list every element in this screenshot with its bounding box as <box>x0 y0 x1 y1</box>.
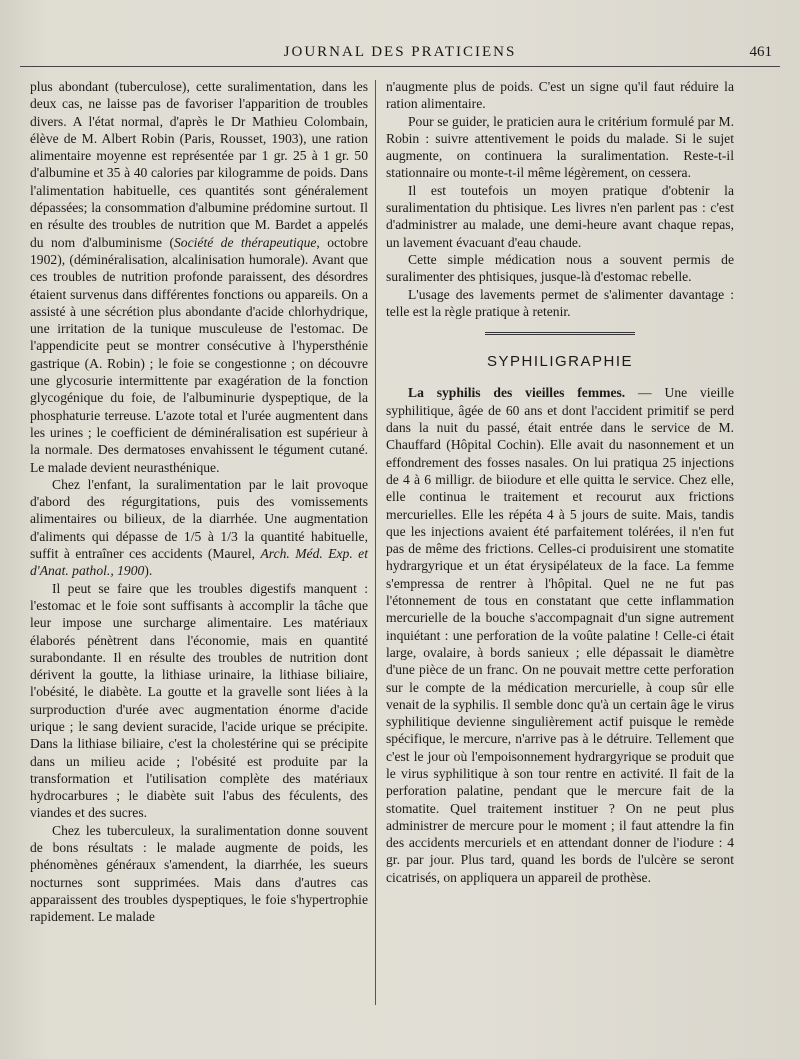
section-divider <box>485 332 635 337</box>
paragraph: Chez l'enfant, la suralimentation par le lait provoque d'abord des régurgitations, puis des vomissements alimentaires ou bilieux, de la diarrhée. Une augmentation d'aliments qui dépasse de 1/5 à 1/3 la quantité habituelle, suffit à entraîner ces accidents (Maurel, Arch. Méd. Exp. et d'Anat. pathol., 1900). <box>30 476 368 579</box>
paragraph: Chez les tuberculeux, la suralimentation donne souvent de bons résultats : le malade augmente de poids, les phénomènes généraux s'amendent, la diarrhée, les sueurs nocturnes sont supprimées. Mais dans d'autres cas apparaissent des troubles dyspeptiques, le foie s'hypertrophie rapidement. Le malade <box>30 822 368 925</box>
paragraph: plus abondant (tuberculose), cette suralimentation, dans les deux cas, ne laisse pas de favoriser l'apparition de troubles divers. A l'état normal, d'après le Dr Mathieu Colombain, élève de M. Albert Robin (Paris, Rousset, 1903), une ration alimentaire moyenne est représentée par 1 gr. 25 à 1 gr. 50 d'albumine et 35 à 40 calories par kilogramme de poids. Dans l'alimentation habituelle, ces quantités sont généralement dépassées; la consommation d'albumine prédomine surtout. Il en résulte des troubles de nutrition que M. Bardet a appelés du nom d'albuminisme (Société de thérapeutique, octobre 1902), (déminéralisation, alcalinisation humorale). Avant que ces troubles de nutrition profonde paraissent, des désordres étaient survenus dans différentes fonctions ou appareils. On a assisté à une sécrétion plus abondante d'acide chlorhydrique, une irritation de la tunique musculeuse de l'estomac. De l'appendicite peut se montrer consécutive à l'hypersthénie gastrique (A. Robin) ; le foie se congestionne ; on découvre une glycosurie intermittente par exagération de la fonction glycogénique du foie, de l'albuminurie dyspeptique, de la phosphaturie terreuse. L'azote total et l'urée augmentent dans les urines ; le coefficient de déminéralisation est supérieur à la normale. Des dermatoses envahissent le tégument cutané. Le malade devient neurasthénique. <box>30 79 368 475</box>
paragraph: Il peut se faire que les troubles digestifs manquent : l'estomac et le foie sont suffisants à accomplir la tâche que leur impose une surcharge alimentaire. Les matériaux élaborés pénètrent dans l'économie, mais en quantité surabondante. Il en résulte des troubles de nutrition dont dérivent la goutte, la lithiase urinaire, la lithiase biliaire, l'obésité, le diabète. La goutte et la gravelle sont liées à la surproduction d'urée avec augmentation énorme d'acide urique ; le sang devient suracide, l'acide urique se précipite. Dans la lithiase biliaire, c'est la cholestérine qui se précipite dans un milieu acide ; l'obésité est produite par la transformation et l'utilisation complète des matériaux hydrocarbures ; le diabète suit l'abus des féculents, des viandes et des sucres. <box>30 580 368 821</box>
article-paragraph: La syphilis des vieilles femmes. — Une vieille syphilitique, âgée de 60 ans et dont l'accident primitif se perd dans la nuit du passé, était entrée dans le service de M. Chauffard (Hôpital Cochin). Elle avait du nasonnement et un effondrement des fosses nasales. On lui pratiqua 25 injections de 4 à 6 milligr. de biiodure et elle quitta le service. Chez elle, elle continua le traitement et recourut aux frictions mercurielles. Elle les répéta 4 à 5 jours de suite. Mais, tandis que les injections avaient été parfaitement tolérées, il n'en fut pas de même des frictions. Celles-ci produisirent une stomatite hydrargyrique et un état érysipélateux de la face. La femme s'empressa de rentrer à l'hôpital. Quel ne ne fut pas l'étonnement de tous en constatant que cette inflammation mercurielle de la bouche s'accompagnait d'un signe autrement inquiétant : une perforation de la voûte palatine ! Celle-ci était large, ovalaire, à bords sanieux ; elle dépassait le diamètre d'une pièce de un franc. On ne pouvait mettre cette perforation sur le compte de la médication mercurielle, à coup sûr elle venait de la syphilis. Il semble donc qu'à un certain âge le virus syphilitique devienne singulièrement actif puisque le remède spécifique, le mercure, n'arrive pas à le détruire. Tellement que c'est le jour où l'empoisonnement hydrargyrique se produit que le virus syphilitique à son tour rentre en activité. Il fait de la perforation palatine, pendant que le mercure fait de la stomatite. Quel traitement instituer ? On ne peut plus administrer de mercure pour le moment ; il faut attendre la fin des accidents mercuriels et en attendant donner de l'iodure : 4 gr. par jour. Plus tard, quand les bords de l'ulcère se seront cicatrisés, on appliquera un appareil de prothèse. <box>386 385 734 885</box>
header-rule <box>20 66 780 67</box>
page-number: 461 <box>749 44 772 60</box>
article-title: La syphilis des vieilles femmes. <box>408 385 626 401</box>
page-header <box>20 44 780 68</box>
paragraph: Pour se guider, le praticien aura le critérium formulé par M. Robin : suivre attentivement le poids du malade. Si le sujet augmente, on continuera la suralimentation. Reste-t-il stationnaire ou monte-t-il même légèrement, on cessera. <box>386 113 734 181</box>
paragraph: Il est toutefois un moyen pratique d'obtenir la suralimentation du phtisique. Les livres n'en parlent pas : c'est d'administrer au malade, une demi-heure avant chaque repas, un lavement évacuant d'eau chaude. <box>386 182 734 250</box>
running-title: JOURNAL DES PRATICIENS <box>283 44 517 60</box>
paragraph: Cette simple médication nous a souvent permis de suralimenter des phtisiques, jusque-là d'estomac rebelle. <box>386 251 734 285</box>
column-divider <box>375 80 376 1005</box>
paragraph: n'augmente plus de poids. C'est un signe qu'il faut réduire la ration alimentaire. <box>386 79 734 112</box>
left-column <box>30 78 368 926</box>
section-title: SYPHILIGRAPHIE <box>486 353 634 371</box>
paragraph: L'usage des lavements permet de s'alimenter davantage : telle est la règle pratique à retenir. <box>386 286 734 319</box>
right-column <box>386 78 734 886</box>
